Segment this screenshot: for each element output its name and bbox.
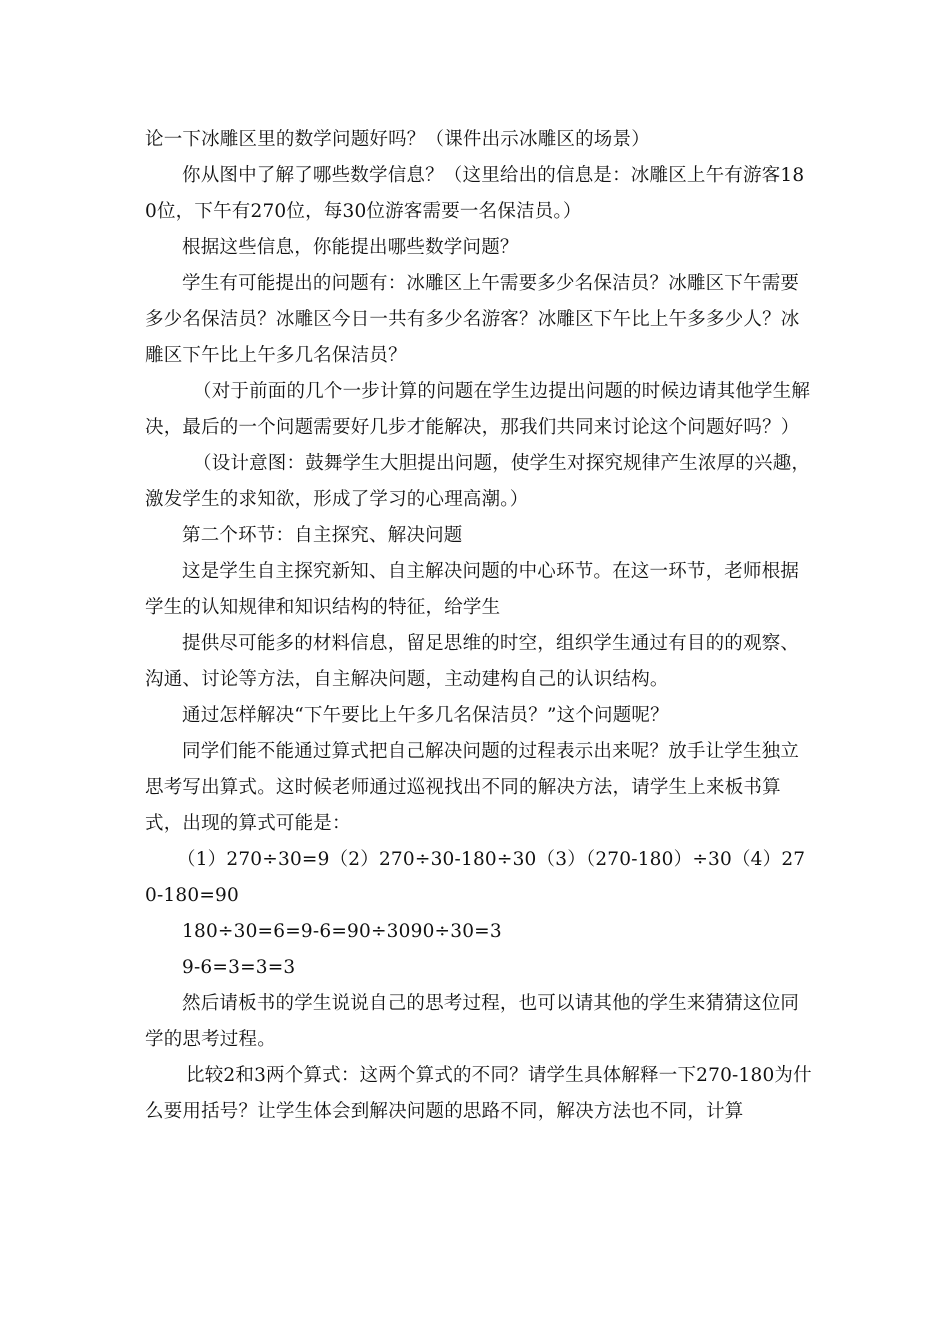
paragraph-student-questions: 学生有可能提出的问题有：冰雕区上午需要多少名保洁员？冰雕区下午需要多少名保洁员？冰雕区今日一共有多少名游客？冰雕区下午比上午多多少人？冰雕区下午比上午多几名保洁员？: [145, 273, 800, 366]
paragraph-ask-questions: 根据这些信息，你能提出哪些数学问题？: [182, 237, 519, 258]
paragraph-central-stage: 这是学生自主探究新知、自主解决问题的中心环节。在这一环节，老师根据学生的认知规律和知识结构的特征，给学生: [145, 561, 800, 618]
paragraph-continuation: 论一下冰雕区里的数学问题好吗？（课件出示冰雕区的场景）: [145, 129, 650, 150]
document-body: [145, 122, 815, 1130]
paragraph-explain-thinking: 然后请板书的学生说说自己的思考过程，也可以请其他的学生来猜猜这位同学的思考过程。: [145, 993, 800, 1050]
paragraph-compare-formulas: 比较2和3两个算式：这两个算式的不同？请学生具体解释一下270-180为什么要用括号？让学生体会到解决问题的思路不同，解决方法也不同，计算: [145, 1065, 812, 1122]
section-heading: 第二个环节：自主探究、解决问题: [182, 525, 463, 546]
paragraph-write-formulas: 同学们能不能通过算式把自己解决问题的过程表示出来呢？放手让学生独立思考写出算式。这时候老师通过巡视找出不同的解决方法，请学生上来板书算式，出现的算式可能是：: [145, 741, 800, 834]
formula-line-1: （1）270÷30=9（2）270÷30-180÷30（3）（270-180）÷30（4）270-180=90: [145, 849, 806, 906]
formula-line-2: 180÷30=6=9-6=90÷3090÷30=3: [182, 921, 502, 942]
formula-line-3: 9-6=3=3=3: [182, 957, 296, 978]
paragraph-math-info: 你从图中了解了哪些数学信息？（这里给出的信息是：冰雕区上午有游客180位，下午有270位，每30位游客需要一名保洁员。）: [145, 165, 805, 222]
paragraph-design-intent: （设计意图：鼓舞学生大胆提出问题，使学生对探究规律产生浓厚的兴趣，激发学生的求知欲，形成了学习的心理高潮。）: [145, 453, 811, 510]
paragraph-how-to-solve: 通过怎样解决“下午要比上午多几名保洁员？”这个问题呢？: [182, 705, 669, 726]
paragraph-teacher-note: （对于前面的几个一步计算的问题在学生边提出问题的时候边请其他学生解决，最后的一个问题需要好几步才能解决，那我们共同来讨论这个问题好吗？）: [145, 381, 811, 438]
paragraph-provide-materials: 提供尽可能多的材料信息，留足思维的时空，组织学生通过有目的的观察、沟通、讨论等方法，自主解决问题，主动建构自己的认识结构。: [145, 633, 800, 690]
